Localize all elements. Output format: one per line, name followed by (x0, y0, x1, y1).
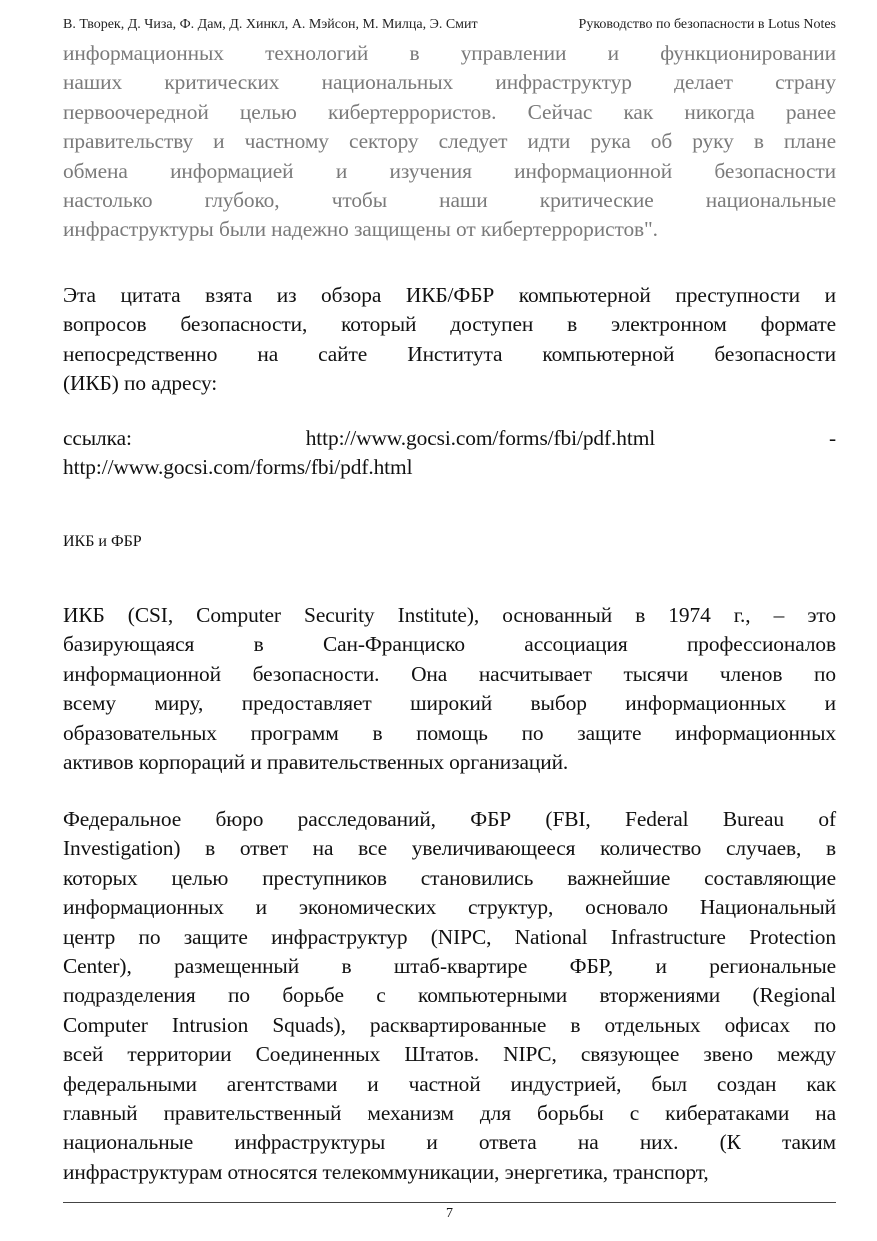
text-line: правительству и частному сектору следует идти рука об руку в плане (63, 129, 836, 154)
text-line: всему миру, предоставляет широкий выбор информационных и (63, 691, 836, 716)
paragraph-source (63, 281, 836, 399)
header-title: Руководство по безопасности в Lotus Notes (578, 17, 836, 32)
footer-divider (63, 1202, 836, 1203)
text-line: всей территории Соединенных Штатов. NIPC, связующее звено между (63, 1042, 836, 1067)
text-line: Computer Intrusion Squads), расквартированные в отдельных офисах по (63, 1012, 836, 1037)
text-line: информационной безопасности. Она насчитывает тысячи членов по (63, 661, 836, 686)
paragraph-fbi (63, 805, 836, 1187)
text-line: http://www.gocsi.com/forms/fbi/pdf.html (63, 455, 413, 480)
text-line: (ИКБ) по адресу: (63, 371, 218, 396)
text-line: обмена информацией и изучения информационной безопасности (63, 158, 836, 183)
text-line: первоочередной целью кибертеррористов. Сейчас как никогда ранее (63, 99, 836, 124)
text-line: настолько глубоко, чтобы наши критические национальные (63, 188, 836, 213)
text-line: информационных и экономических структур, основало Национальный (63, 895, 836, 920)
text-line: активов корпораций и правительственных организаций. (63, 750, 569, 775)
link-paragraph (63, 424, 836, 483)
quote-paragraph (63, 39, 836, 245)
section-heading: ИКБ и ФБР (63, 533, 142, 550)
text-line: образовательных программ в помощь по защите информационных (63, 720, 836, 745)
text-line: вопросов безопасности, который доступен в электронном формате (63, 312, 836, 337)
text-line: ссылка: http://www.gocsi.com/forms/fbi/pdf.html - (63, 426, 836, 450)
text-line: наших критических национальных инфраструктур делает страну (63, 70, 836, 95)
header-authors: В. Творек, Д. Чиза, Ф. Дам, Д. Хинкл, А. Мэйсон, М. Милца, Э. Смит (63, 17, 478, 32)
text-line: Эта цитата взята из обзора ИКБ/ФБР компьютерной преступности и (63, 283, 836, 307)
page-number: 7 (446, 1206, 453, 1221)
text-line: инфраструктуры были надежно защищены от кибертеррористов". (63, 217, 658, 242)
text-line: центр по защите инфраструктур (NIPC, National Infrastructure Protection (63, 924, 836, 949)
text-line: непосредственно на сайте Института компьютерной безопасности (63, 341, 836, 366)
text-line: базирующаяся в Сан-Франциско ассоциация профессионалов (63, 632, 836, 657)
text-line: инфраструктурам относятся телекоммуникации, энергетика, транспорт, (63, 1159, 709, 1184)
text-line: ИКБ (CSI, Computer Security Institute), основанный в 1974 г., – это (63, 603, 836, 627)
text-line: информационных технологий в управлении и функционировании (63, 41, 836, 65)
running-header (63, 16, 836, 34)
text-line: подразделения по борьбе с компьютерными вторжениями (Regional (63, 983, 836, 1008)
paragraph-csi (63, 601, 836, 777)
text-line: главный правительственный механизм для борьбы с кибератаками на (63, 1101, 836, 1126)
text-line: Investigation) в ответ на все увеличивающееся количество случаев, в (63, 836, 836, 861)
text-line: которых целью преступников становились важнейшие составляющие (63, 865, 836, 890)
text-line: национальные инфраструктуры и ответа на них. (К таким (63, 1130, 836, 1155)
text-line: федеральными агентствами и частной индустрией, был создан как (63, 1071, 836, 1096)
text-line: Федеральное бюро расследований, ФБР (FBI, Federal Bureau of (63, 807, 836, 831)
text-line: Center), размещенный в штаб-квартире ФБР, и региональные (63, 954, 836, 979)
